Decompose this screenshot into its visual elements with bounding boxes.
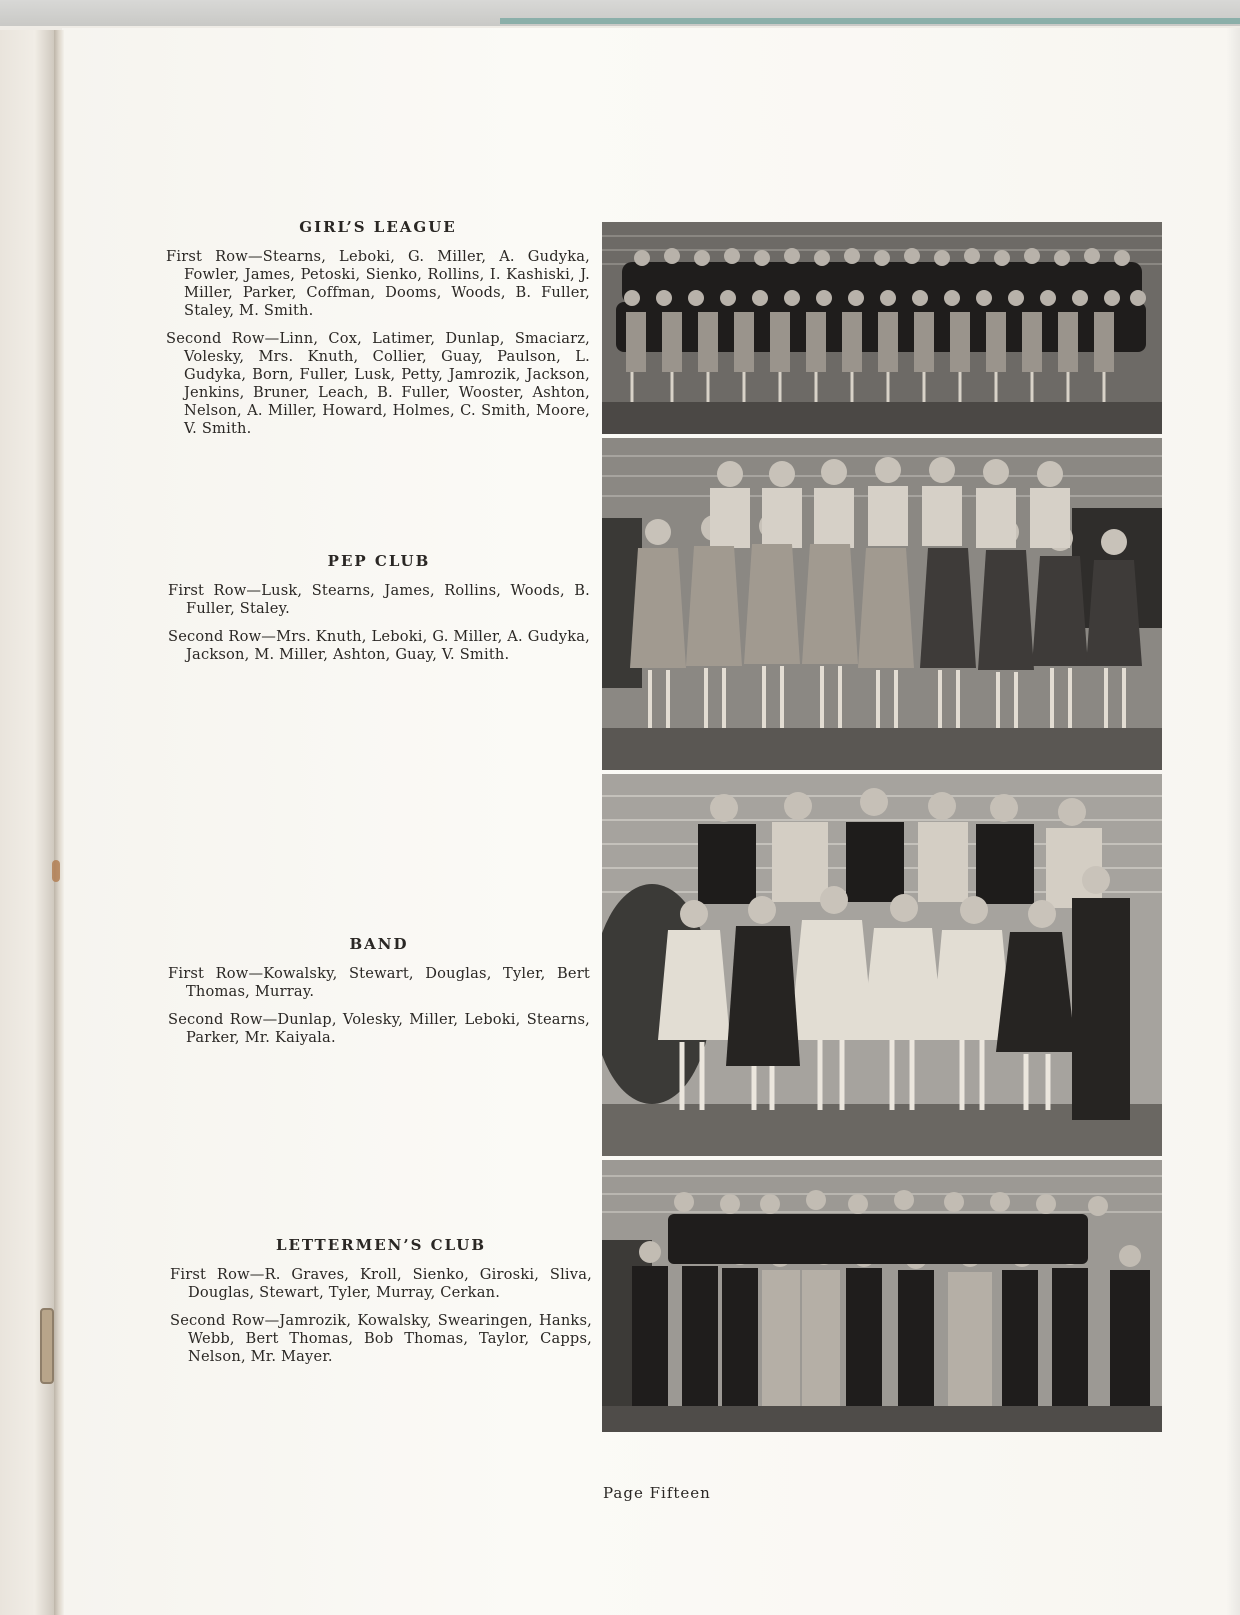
- section-title: GIRL’S LEAGUE: [299, 218, 457, 236]
- page-number: Page Fifteen: [603, 1484, 711, 1502]
- section-title: BAND: [349, 935, 409, 953]
- book-spine: [54, 30, 64, 1615]
- section-lettermens-club: [170, 1236, 592, 1376]
- caption-first-row: First Row—R. Graves, Kroll, Sienko, Giroski, Sliva, Douglas, Stewart, Tyler, Murray, Cerkan.: [170, 1266, 592, 1301]
- caption-first-row: First Row—Kowalsky, Stewart, Douglas, Tyler, Bert Thomas, Murray.: [168, 965, 590, 1000]
- page-shadow: [1226, 28, 1240, 1615]
- photo-band: [602, 774, 1162, 1156]
- photo-girls-league: [602, 222, 1162, 434]
- cover-edge: [500, 18, 1240, 24]
- caption-second-row: Second Row—Dunlap, Volesky, Miller, Leboki, Stearns, Parker, Mr. Kaiyala.: [168, 1011, 590, 1046]
- caption-second-row: Second Row—Linn, Cox, Latimer, Dunlap, Smaciarz, Volesky, Mrs. Knuth, Collier, Guay, Paulson, L. Gudyka, Born, Fuller, Lusk, Petty, Jamrozik, Jackson, Jenkins, Bruner, Leach, B. Fuller, Wooster, Ashton, Nelson, A. Miller, Howard, Holmes, C. Smith, Moore, V. Smith.: [166, 330, 590, 437]
- photo-pep-club: [602, 438, 1162, 770]
- staple: [40, 1308, 54, 1384]
- rust-stain: [52, 860, 60, 882]
- photo-lettermens-club: [602, 1160, 1162, 1432]
- section-girls-league: [166, 218, 590, 448]
- caption-second-row: Second Row—Jamrozik, Kowalsky, Swearingen, Hanks, Webb, Bert Thomas, Bob Thomas, Taylor, Capps, Nelson, Mr. Mayer.: [170, 1312, 592, 1365]
- caption-first-row: First Row—Lusk, Stearns, James, Rollins, Woods, B. Fuller, Staley.: [168, 582, 590, 617]
- caption-first-row: First Row—Stearns, Leboki, G. Miller, A. Gudyka, Fowler, James, Petoski, Sienko, Rollins, I. Kashiski, J. Miller, Parker, Coffman, Dooms, Woods, B. Fuller, Staley, M. Smith.: [166, 248, 590, 319]
- caption-second-row: Second Row—Mrs. Knuth, Leboki, G. Miller, A. Gudyka, Jackson, M. Miller, Ashton, Guay, V. Smith.: [168, 628, 590, 663]
- section-title: PEP CLUB: [327, 552, 431, 570]
- section-title: LETTERMEN’S CLUB: [275, 1236, 487, 1254]
- section-band: [168, 935, 590, 1057]
- section-pep-club: [168, 552, 590, 674]
